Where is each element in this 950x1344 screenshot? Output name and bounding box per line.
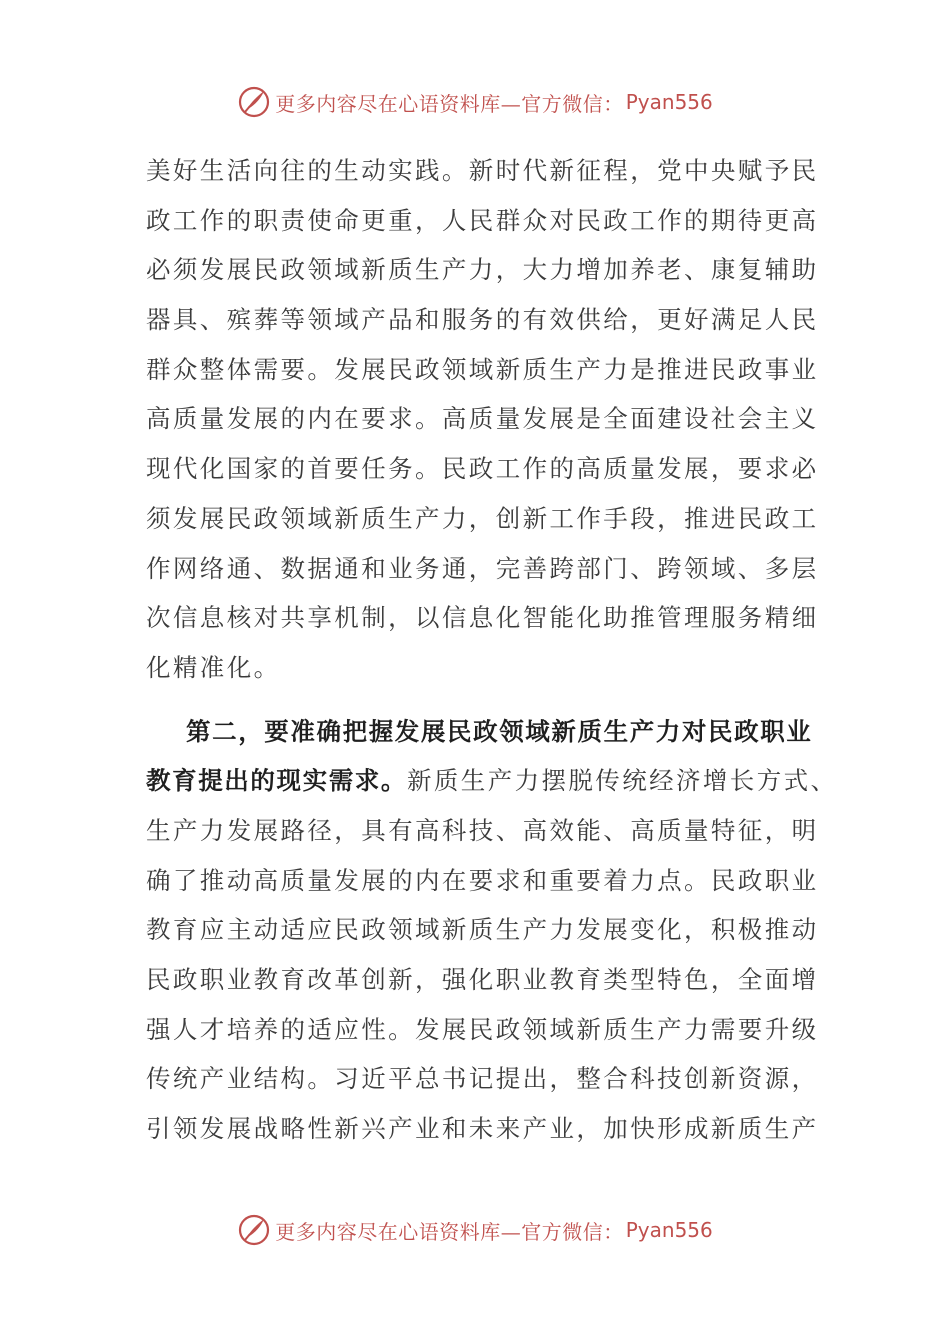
text-line: 现代化国家的首要任务。民政工作的高质量发展，要求必 bbox=[146, 454, 819, 484]
section-heading: 第二，要准确把握发展民政领域新质生产力对民政职业 bbox=[186, 716, 813, 746]
text-line: 确了推动高质量发展的内在要求和重要着力点。民政职业 bbox=[146, 865, 819, 895]
text-line: 作网络通、数据通和业务通，完善跨部门、跨领域、多层 bbox=[146, 553, 819, 583]
banner-brand-text: 更多内容尽在心语资料库—官方微信： bbox=[275, 1219, 624, 1244]
text-line: 美好生活向往的生动实践。新时代新征程，党中央赋予民 bbox=[146, 156, 819, 185]
text-line: 强人才培养的适应性。发展民政领域新质生产力需要升级 bbox=[146, 1014, 819, 1044]
banner-wechat-handle: Pyan556 bbox=[625, 90, 713, 114]
text-line: 生产力发展路径，具有高科技、高效能、高质量特征，明 bbox=[146, 815, 819, 845]
paragraph-2 bbox=[146, 707, 836, 1154]
text-line: 群众整体需要。发展民政领域新质生产力是推进民政事业 bbox=[146, 354, 819, 384]
footer-banner bbox=[0, 1210, 950, 1250]
text-line: 次信息核对共享机制，以信息化智能化助推管理服务精细 bbox=[146, 603, 819, 633]
text-line: 化精准化。 bbox=[146, 652, 281, 682]
paragraph-gap bbox=[146, 693, 836, 707]
document-body bbox=[146, 146, 836, 1154]
banner-brand-text: 更多内容尽在心语资料库—官方微信： bbox=[275, 91, 624, 116]
section-heading-end: 教育提出的现实需求。 bbox=[146, 766, 407, 796]
text-line: 必须发展民政领域新质生产力，大力增加养老、康复辅助 bbox=[146, 255, 819, 285]
text-line: 教育应主动适应民政领域新质生产力发展变化，积极推动 bbox=[146, 915, 819, 945]
text-line: 政工作的职责使命更重，人民群众对民政工作的期待更高 bbox=[146, 205, 819, 235]
feather-pen-seal-icon bbox=[237, 1213, 271, 1247]
banner-wechat-handle: Pyan556 bbox=[625, 1218, 713, 1242]
text-line: 传统产业结构。习近平总书记提出，整合科技创新资源， bbox=[146, 1064, 819, 1094]
paragraph-1 bbox=[146, 146, 836, 693]
text-line: 民政职业教育改革创新，强化职业教育类型特色，全面增 bbox=[146, 965, 819, 994]
text-line: 引领发展战略性新兴产业和未来产业，加快形成新质生产 bbox=[146, 1114, 819, 1144]
text-line: 器具、殡葬等领域产品和服务的有效供给，更好满足人民 bbox=[146, 305, 819, 335]
text-line bbox=[146, 756, 836, 806]
header-banner bbox=[0, 82, 950, 122]
feather-pen-seal-icon bbox=[237, 85, 271, 119]
text-line: 须发展民政领域新质生产力，创新工作手段，推进民政工 bbox=[146, 503, 819, 533]
text-run: 新质生产力摆脱传统经济增长方式、 bbox=[407, 766, 838, 796]
text-line: 高质量发展的内在要求。高质量发展是全面建设社会主义 bbox=[146, 404, 819, 434]
text-line bbox=[146, 707, 836, 757]
